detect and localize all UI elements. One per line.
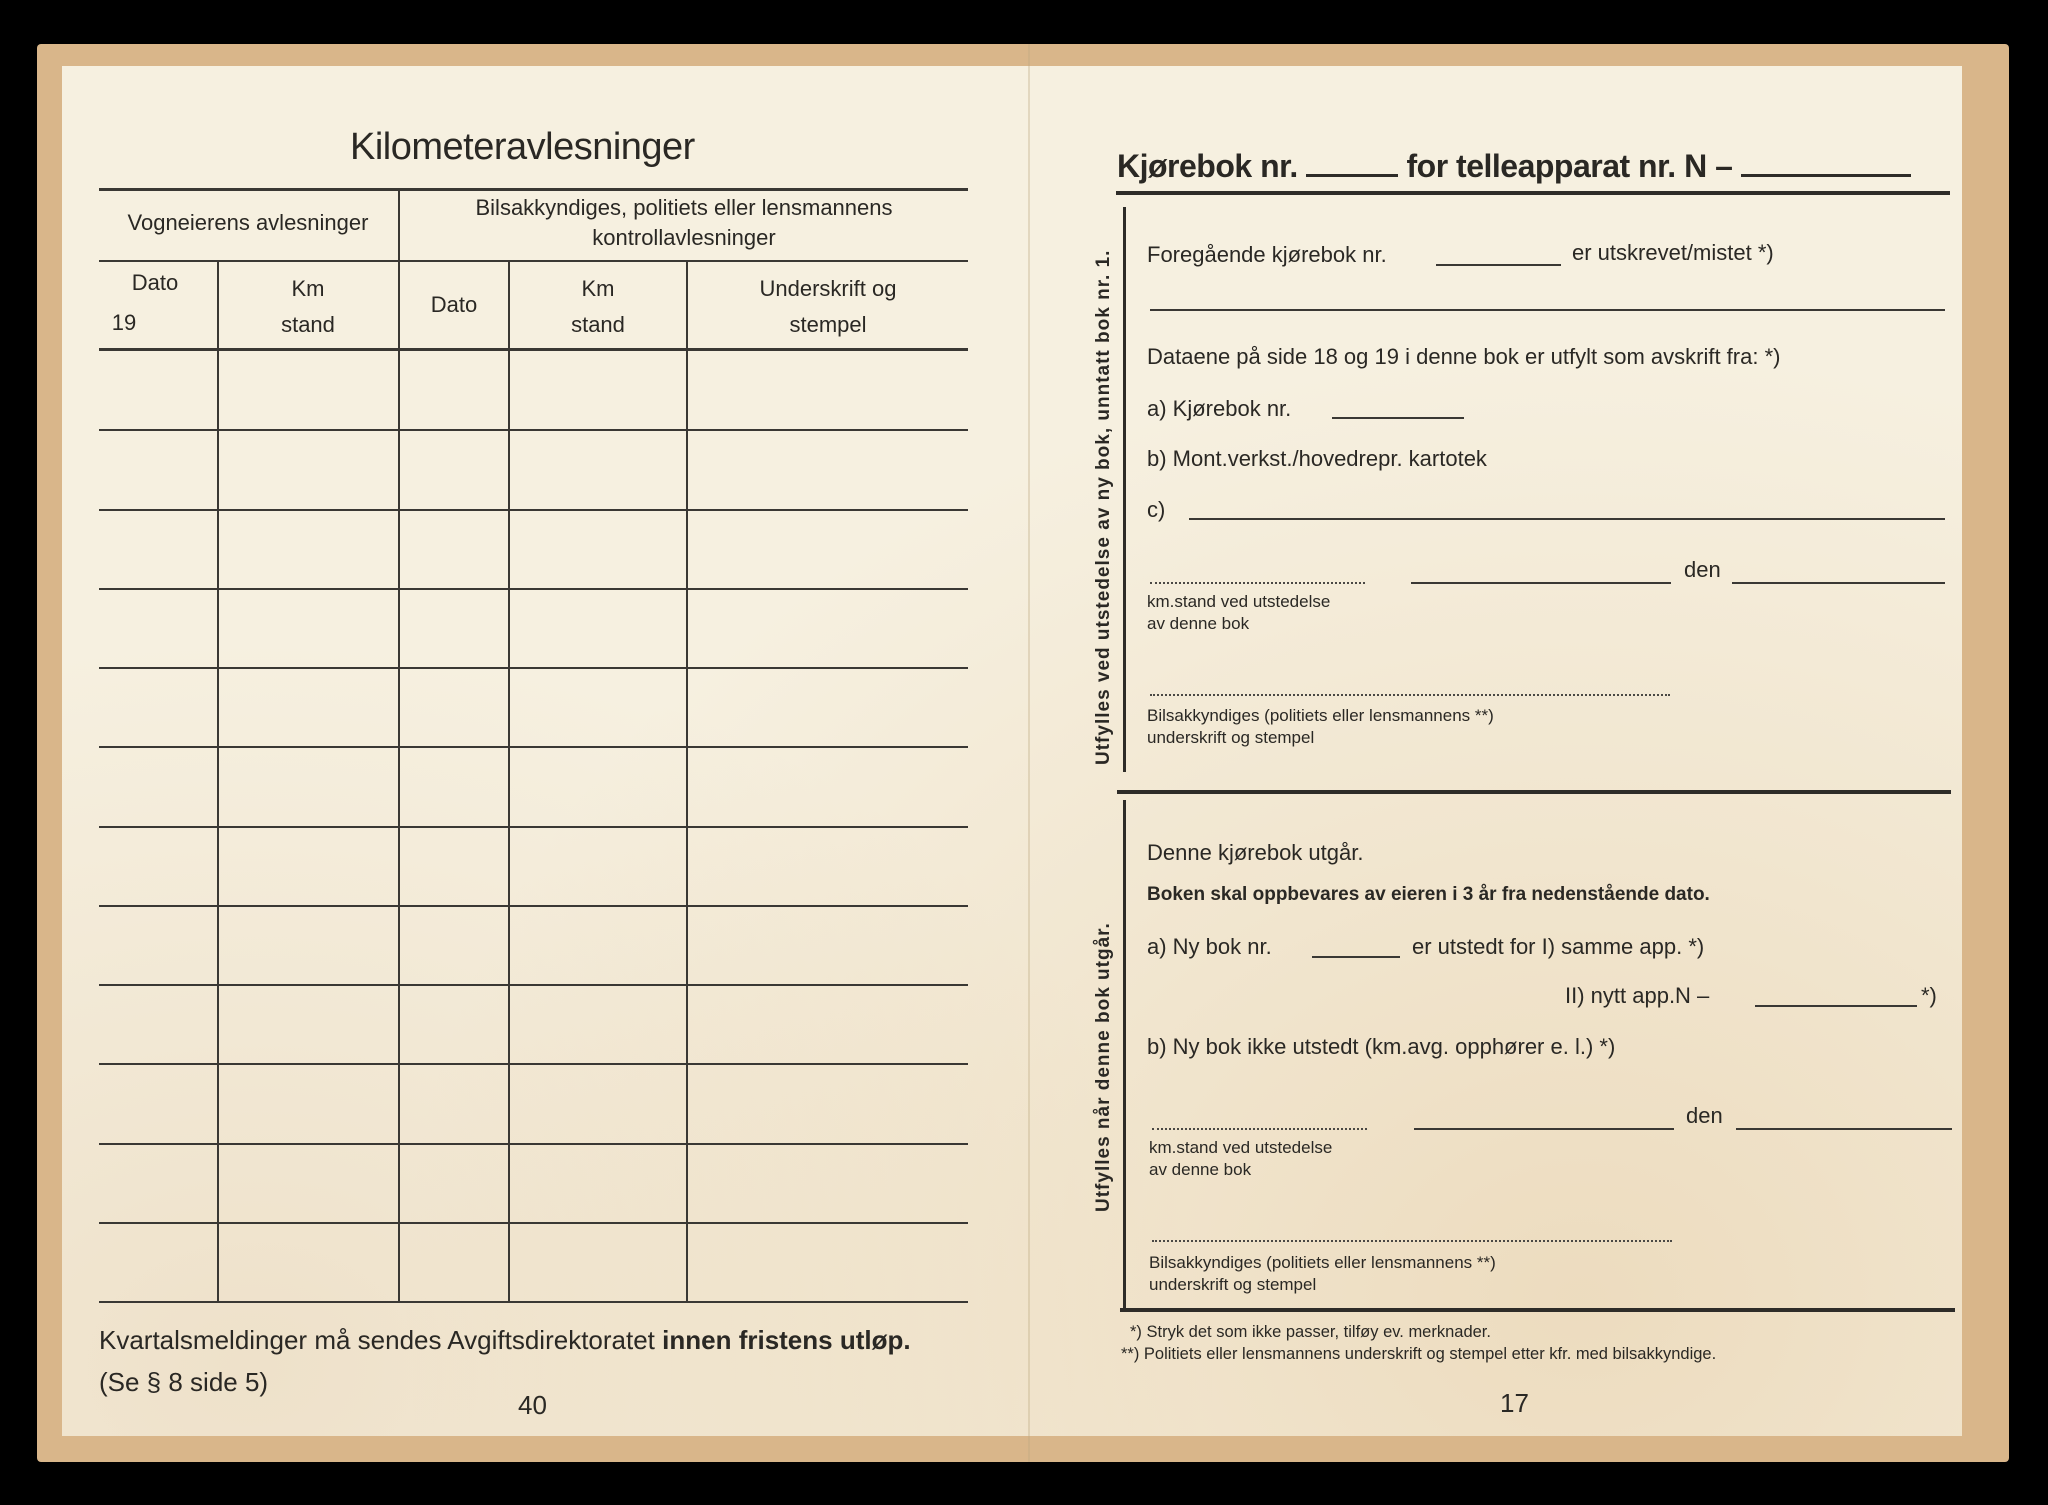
col-header-control-dato: Dato: [430, 292, 478, 317]
sig-caption-2-1: Bilsakkyndiges (politiets eller lensmannens **): [1149, 1253, 1496, 1272]
section2-side-rule: [1123, 800, 1126, 1310]
right-page-title: [1117, 148, 1911, 185]
col-header-km-stand: stand: [281, 312, 335, 337]
table-col-divider: [217, 262, 219, 1302]
issued-for-label: er utstedt for I) samme app. *): [1412, 934, 1705, 959]
section-divider-rule: [1117, 790, 1951, 794]
sig-caption-2: underskrift og stempel: [1147, 728, 1315, 747]
section2-side-label: Utfylles når denne bok utgår.: [1093, 922, 1114, 1212]
sig-caption-1: Bilsakkyndiges (politiets eller lensmannens **): [1147, 706, 1494, 725]
section1-side-label: Utfylles ved utstedelse av ny bok, unntatt bok nr. 1.: [1093, 249, 1114, 765]
place-field[interactable]: [1411, 582, 1671, 584]
den-label: den: [1684, 557, 1721, 582]
table-row-line: [99, 429, 968, 431]
col-header-year: 19: [111, 310, 137, 335]
sig-caption-2-2: underskrift og stempel: [1149, 1275, 1317, 1294]
table-row-line: [99, 1222, 968, 1224]
group-header-control-1: Bilsakkyndiges, politiets eller lensmannens: [475, 195, 893, 220]
group-header-owner: Vogneierens avlesninger: [127, 210, 369, 235]
footnote-2: **) Politiets eller lensmannens underskrift og stempel etter kfr. med bilsakkyndige.: [1121, 1345, 1717, 1363]
copy-source-label: Dataene på side 18 og 19 i denne bok er utfylt som avskrift fra: *): [1147, 344, 1781, 369]
previous-book-label: Foregående kjørebok nr.: [1147, 242, 1387, 267]
table-header-divider: [99, 260, 968, 262]
group-header-control-2: kontrollavlesninger: [592, 225, 776, 250]
book-number-field[interactable]: [1306, 170, 1398, 177]
table-row-line: [99, 984, 968, 986]
col-header-signature: Underskrift og: [759, 276, 897, 301]
keep-notice: Boken skal oppbevares av eieren i 3 år fra nedenstående dato.: [1147, 884, 1710, 905]
left-footer-notice: [99, 1325, 911, 1356]
section2-bottom-rule: [1120, 1308, 1955, 1312]
col-header-signature-2: stempel: [789, 312, 867, 337]
km-stand-field-2[interactable]: [1152, 1128, 1367, 1130]
table-row-line: [99, 1063, 968, 1065]
new-app-footnote-mark: *): [1921, 983, 1937, 1008]
den-label-2: den: [1686, 1103, 1723, 1128]
counter-number-field[interactable]: [1741, 170, 1911, 177]
option-b-label: b) Mont.verkst./hovedrepr. kartotek: [1147, 446, 1487, 471]
col-header-control-km-stand: stand: [571, 312, 625, 337]
new-app-number-field[interactable]: [1755, 1005, 1917, 1007]
option-c-field[interactable]: [1189, 518, 1945, 520]
paper-spread: [62, 66, 1962, 1436]
footnote-1: *) Stryk det som ikke passer, tilføy ev. merknader.: [1130, 1323, 1491, 1341]
col-header-control-km: Km: [581, 276, 615, 301]
table-header-bottom-rule: [99, 348, 968, 351]
left-page-number: 40: [518, 1390, 547, 1420]
right-page-number: 17: [1500, 1388, 1529, 1418]
title-counter-label: for telleapparat nr. N –: [1406, 148, 1733, 184]
not-issued-label: b) Ny bok ikke utstedt (km.avg. opphører e. l.) *): [1147, 1034, 1616, 1059]
signature-field[interactable]: [1150, 694, 1670, 696]
table-col-divider: [686, 262, 688, 1302]
table-top-rule: [99, 188, 968, 191]
previous-book-field[interactable]: [1436, 264, 1561, 266]
previous-book-suffix: er utskrevet/mistet *): [1572, 240, 1774, 265]
km-stand-field[interactable]: [1150, 582, 1365, 584]
title-rule: [1116, 191, 1950, 195]
signature-field-2[interactable]: [1152, 1240, 1672, 1242]
title-book-label: Kjørebok nr.: [1117, 148, 1298, 184]
place-field-2[interactable]: [1414, 1128, 1674, 1130]
col-header-dato: Dato: [131, 270, 179, 295]
footer-notice-text: Kvartalsmeldinger må sendes Avgiftsdirektoratet: [99, 1325, 655, 1355]
page-fold: [1028, 44, 1030, 1462]
option-a-label: a) Kjørebok nr.: [1147, 396, 1292, 421]
new-book-number-field[interactable]: [1312, 956, 1400, 958]
table-col-divider: [508, 262, 510, 1302]
left-page-title: Kilometeravlesninger: [350, 126, 695, 168]
table-row-line: [99, 746, 968, 748]
table-row-line: [99, 1143, 968, 1145]
option-a-book-field[interactable]: [1332, 417, 1464, 419]
left-footer-reference: (Se § 8 side 5): [99, 1367, 269, 1397]
km-caption-2: av denne bok: [1147, 614, 1250, 633]
expires-label: Denne kjørebok utgår.: [1147, 840, 1364, 865]
col-header-km: Km: [291, 276, 325, 301]
table-row-line: [99, 509, 968, 511]
date-field-2[interactable]: [1736, 1128, 1952, 1130]
table-row-line: [99, 667, 968, 669]
option-c-label: c): [1147, 497, 1166, 522]
km-caption-1: km.stand ved utstedelse: [1147, 592, 1331, 611]
table-row-line: [99, 826, 968, 828]
table-row-line: [99, 905, 968, 907]
table-row-line: [99, 1301, 968, 1303]
km-caption-2-2: av denne bok: [1149, 1160, 1252, 1179]
previous-book-note-field[interactable]: [1150, 309, 1945, 311]
section1-side-rule: [1123, 207, 1126, 772]
date-field[interactable]: [1732, 582, 1945, 584]
footer-notice-bold: innen fristens utløp.: [662, 1325, 911, 1355]
table-row-line: [99, 588, 968, 590]
km-caption-2-1: km.stand ved utstedelse: [1149, 1138, 1333, 1157]
new-book-label: a) Ny bok nr.: [1147, 934, 1272, 959]
new-app-label: II) nytt app.N –: [1565, 983, 1710, 1008]
